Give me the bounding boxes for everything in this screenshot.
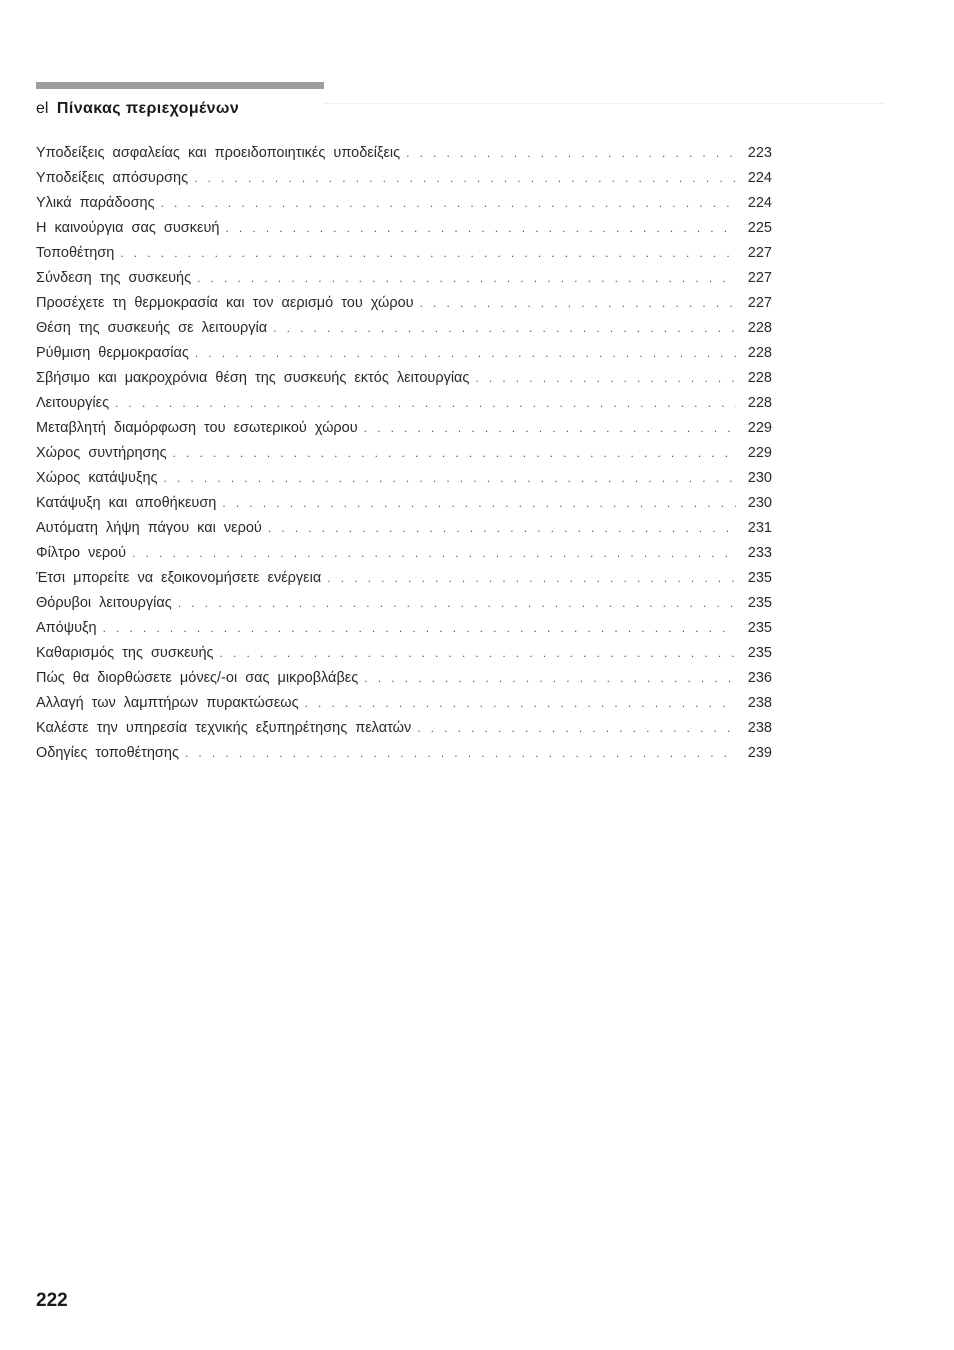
toc-entry[interactable] [36,291,772,316]
toc-entry-title: Καλέστε την υπηρεσία τεχνικής εξυπηρέτησης πελατών [36,720,412,736]
dot-leader [417,716,736,741]
toc-entry-title: Κατάψυξη και αποθήκευση [36,495,217,511]
toc-entry-page: 235 [747,595,772,611]
toc-entry-title: Θέση της συσκευής σε λειτουργία [36,320,268,336]
header-hairline [324,103,884,104]
dot-leader [194,166,736,191]
dot-leader [185,741,736,766]
toc-entry[interactable] [36,591,772,616]
dot-leader [364,666,736,691]
toc-entry-title: Φίλτρο νερού [36,545,127,561]
toc-entry-title: Ρύθμιση θερμοκρασίας [36,345,189,361]
toc-entry-title: Χώρος συντήρησης [36,445,167,461]
dot-leader [164,466,737,491]
dot-leader [225,216,736,241]
toc-entry-page: 228 [747,345,772,361]
dot-leader [161,191,736,216]
toc-entry-page: 235 [747,570,772,586]
toc-entry-page: 227 [747,295,772,311]
toc-entry-title: Έτσι μπορείτε να εξοικονομήσετε ενέργεια [36,570,322,586]
dot-leader [420,291,736,316]
dot-leader [222,491,736,516]
toc-entry-page: 229 [747,420,772,436]
toc-entry[interactable] [36,541,772,566]
page-number: 222 [36,1290,68,1311]
toc-entry[interactable] [36,366,772,391]
toc-entry[interactable] [36,391,772,416]
toc-entry[interactable] [36,266,772,291]
toc-entry-title: Αυτόματη λήψη πάγου και νερού [36,520,262,536]
dot-leader [305,691,736,716]
dot-leader [406,141,736,166]
language-code: el [36,100,49,117]
dot-leader [103,616,736,641]
dot-leader [268,516,736,541]
toc-entry-page: 235 [747,645,772,661]
toc-entry-page: 230 [747,470,772,486]
toc-entry[interactable] [36,566,772,591]
toc-entry-title: Υλικά παράδοσης [36,195,155,211]
toc-entry-page: 235 [747,620,772,636]
toc-entry-page: 228 [747,395,772,411]
dot-leader [273,316,736,341]
toc-entry[interactable] [36,716,772,741]
toc-entry-title: Σβήσιμο και μακροχρόνια θέση της συσκευής εκτός λειτουργίας [36,370,470,386]
toc-entry-title: Χώρος κατάψυξης [36,470,158,486]
toc-entry-title: Υποδείξεις ασφαλείας και προειδοποιητικές υποδείξεις [36,145,401,161]
dot-leader [195,341,736,366]
toc-entry[interactable] [36,241,772,266]
toc-entry-page: 224 [747,195,772,211]
dot-leader [327,566,736,591]
toc-entry-title: Η καινούργια σας συσκευή [36,220,220,236]
toc-entry-title: Λειτουργίες [36,395,110,411]
dot-leader [178,591,736,616]
toc-entry-page: 229 [747,445,772,461]
toc-entry-page: 238 [747,720,772,736]
toc-entry-title: Αλλαγή των λαμπτήρων πυρακτώσεως [36,695,299,711]
toc-entry-page: 239 [747,745,772,761]
toc-entry-title: Θόρυβοι λειτουργίας [36,595,172,611]
toc-entry-page: 228 [747,370,772,386]
toc-entry[interactable] [36,491,772,516]
toc-entry[interactable] [36,641,772,666]
toc-entry[interactable] [36,316,772,341]
page-title: Πίνακας περιεχομένων [56,100,240,117]
toc-entry[interactable] [36,216,772,241]
dot-leader [220,641,736,666]
toc-entry-title: Καθαρισμός της συσκευής [36,645,214,661]
toc-entry[interactable] [36,466,772,491]
toc-entry-page: 223 [747,145,772,161]
toc-entry-title: Σύνδεση της συσκευής [36,270,192,286]
table-of-contents [36,141,772,766]
dot-leader [115,391,736,416]
toc-entry-page: 230 [747,495,772,511]
toc-entry[interactable] [36,191,772,216]
dot-leader [132,541,736,566]
toc-entry[interactable] [36,416,772,441]
toc-entry-title: Υποδείξεις απόσυρσης [36,170,189,186]
toc-entry-title: Τοποθέτηση [36,245,115,261]
toc-entry-page: 227 [747,270,772,286]
toc-entry-page: 231 [747,520,772,536]
dot-leader [173,441,736,466]
toc-entry[interactable] [36,516,772,541]
toc-entry-page: 227 [747,245,772,261]
toc-entry[interactable] [36,166,772,191]
toc-entry[interactable] [36,616,772,641]
dot-leader [120,241,736,266]
toc-entry-page: 228 [747,320,772,336]
toc-entry-page: 224 [747,170,772,186]
toc-entry[interactable] [36,341,772,366]
toc-entry-page: 225 [747,220,772,236]
toc-entry-title: Πώς θα διορθώσετε μόνες/-οι σας μικροβλάβες [36,670,359,686]
toc-entry-title: Μεταβλητή διαμόρφωση του εσωτερικού χώρου [36,420,358,436]
toc-entry-page: 238 [747,695,772,711]
toc-entry-title: Οδηγίες τοποθέτησης [36,745,179,761]
toc-entry-title: Προσέχετε τη θερμοκρασία και τον αερισμό του χώρου [36,295,414,311]
toc-entry[interactable] [36,666,772,691]
dot-leader [197,266,736,291]
toc-entry-page: 236 [747,670,772,686]
page-heading [36,99,239,119]
toc-entry[interactable] [36,441,772,466]
dot-leader [364,416,736,441]
dot-leader [475,366,736,391]
toc-entry-title: Απόψυξη [36,620,97,636]
toc-entry[interactable] [36,691,772,716]
toc-entry-page: 233 [747,545,772,561]
header-rule [36,82,324,89]
toc-entry[interactable] [36,741,772,766]
toc-entry[interactable] [36,141,772,166]
